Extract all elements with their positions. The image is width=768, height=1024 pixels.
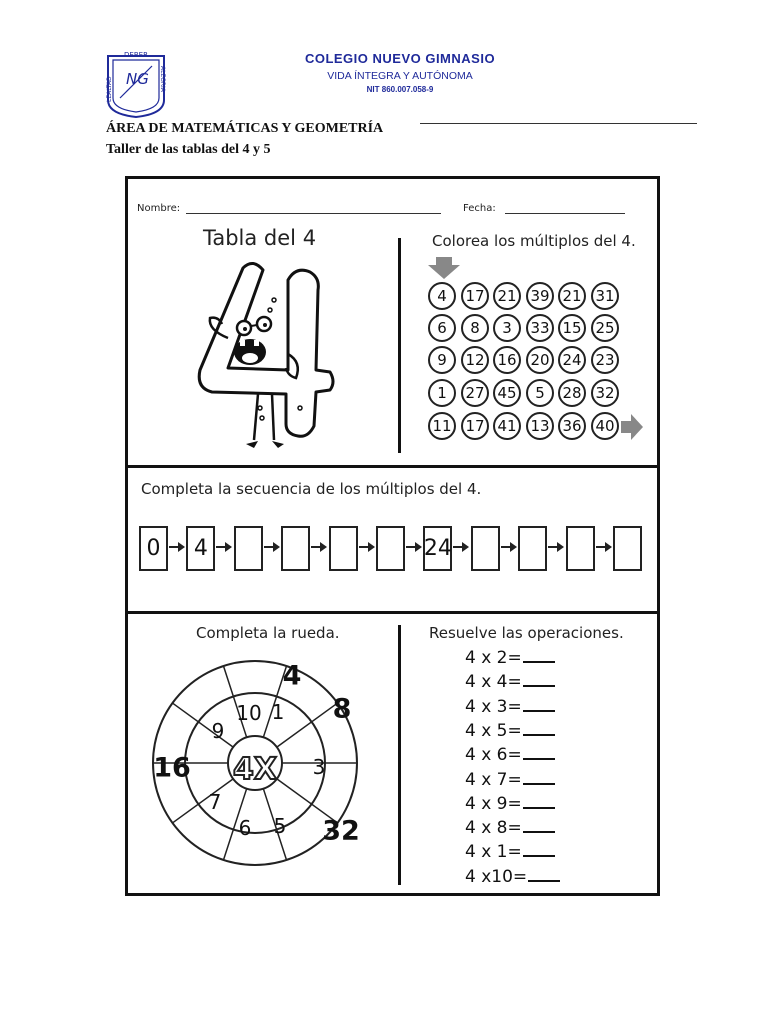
wheel-inner-number: 10 xyxy=(236,701,262,725)
name-field[interactable] xyxy=(186,213,441,214)
column-divider-bottom xyxy=(398,625,401,885)
operation-row xyxy=(465,671,555,692)
answer-blank[interactable] xyxy=(528,866,560,882)
wheel-inner-number: 7 xyxy=(208,790,222,814)
sequence-box[interactable] xyxy=(566,526,595,571)
multiple-circle[interactable]: 45 xyxy=(493,379,521,407)
wheel-inner-number: 1 xyxy=(271,700,285,724)
multiple-circle[interactable]: 13 xyxy=(526,412,554,440)
number-four-character-icon xyxy=(188,258,338,453)
multiple-circle[interactable]: 27 xyxy=(461,379,489,407)
multiple-circle[interactable]: 36 xyxy=(558,412,586,440)
operation-text: 4 x 2= xyxy=(465,648,522,668)
color-instruction: Colorea los múltiplos del 4. xyxy=(432,232,636,250)
sequence-box[interactable] xyxy=(329,526,358,571)
wheel-outer-number: 32 xyxy=(322,815,360,847)
answer-blank[interactable] xyxy=(523,744,555,760)
sequence-arrow-icon xyxy=(547,540,564,554)
answer-blank[interactable] xyxy=(523,793,555,809)
name-label: Nombre: xyxy=(137,203,181,214)
multiple-circle[interactable]: 28 xyxy=(558,379,586,407)
multiple-circle[interactable]: 6 xyxy=(428,314,456,342)
sequence-arrow-icon xyxy=(215,540,232,554)
operations-instruction: Resuelve las operaciones. xyxy=(429,624,624,642)
wheel-inner-number: 3 xyxy=(312,755,326,779)
sequence-box[interactable]: 24 xyxy=(423,526,452,571)
school-name: COLEGIO NUEVO GIMNASIO xyxy=(304,51,496,66)
multiple-circle[interactable]: 17 xyxy=(461,412,489,440)
multiple-circle[interactable]: 9 xyxy=(428,346,456,374)
wheel-outer-number: 4 xyxy=(282,660,302,692)
sequence-box[interactable]: 0 xyxy=(139,526,168,571)
operation-text: 4 x 9= xyxy=(465,793,522,814)
column-divider-top xyxy=(398,238,401,453)
section-divider-2 xyxy=(128,611,657,614)
answer-blank[interactable] xyxy=(523,817,555,833)
multiple-circle[interactable]: 41 xyxy=(493,412,521,440)
answer-blank[interactable] xyxy=(523,671,555,687)
multiple-circle[interactable]: 23 xyxy=(591,346,619,374)
multiple-circle[interactable]: 21 xyxy=(558,282,586,310)
wheel-outer-number: 16 xyxy=(153,752,191,784)
operation-text: 4 x 6= xyxy=(465,745,522,766)
answer-blank[interactable] xyxy=(523,647,555,663)
multiple-circle[interactable]: 39 xyxy=(526,282,554,310)
sequence-arrow-icon xyxy=(452,540,469,554)
school-nit: NIT 860.007.058-9 xyxy=(366,85,434,94)
multiple-circle[interactable]: 21 xyxy=(493,282,521,310)
sequence-box[interactable] xyxy=(613,526,642,571)
arrow-down-icon xyxy=(428,257,460,279)
answer-blank[interactable] xyxy=(523,720,555,736)
multiple-circle[interactable]: 20 xyxy=(526,346,554,374)
section-divider-1 xyxy=(128,465,657,468)
operation-text: 4 x 8= xyxy=(465,818,522,839)
operation-row xyxy=(465,647,555,668)
school-logo xyxy=(106,46,166,118)
sequence-arrow-icon xyxy=(310,540,327,554)
multiple-circle[interactable]: 1 xyxy=(428,379,456,407)
wheel-instruction: Completa la rueda. xyxy=(196,624,340,642)
operation-text: 4 x10= xyxy=(465,866,528,887)
operation-text: 4 x 5= xyxy=(465,720,522,741)
wheel-inner-number: 6 xyxy=(238,816,252,840)
sequence-box[interactable] xyxy=(376,526,405,571)
header-divider xyxy=(420,123,697,124)
wheel-center-text: 4X xyxy=(232,752,278,787)
sequence-box[interactable]: 4 xyxy=(186,526,215,571)
answer-blank[interactable] xyxy=(523,769,555,785)
sequence-instruction: Completa la secuencia de los múltiplos del 4. xyxy=(141,480,482,498)
operation-row xyxy=(465,696,555,717)
multiple-circle[interactable]: 16 xyxy=(493,346,521,374)
sequence-box[interactable] xyxy=(471,526,500,571)
sequence-box[interactable] xyxy=(281,526,310,571)
answer-blank[interactable] xyxy=(523,841,555,857)
operation-row xyxy=(465,744,555,765)
multiple-circle[interactable]: 31 xyxy=(591,282,619,310)
operation-row xyxy=(465,769,555,790)
multiple-circle[interactable]: 4 xyxy=(428,282,456,310)
sequence-arrow-icon xyxy=(500,540,517,554)
wheel-inner-number: 5 xyxy=(273,814,287,838)
multiple-circle[interactable]: 25 xyxy=(591,314,619,342)
logo-top-text: DEBER xyxy=(124,51,148,59)
sequence-arrow-icon xyxy=(168,540,185,554)
operation-text: 4 x 1= xyxy=(465,842,522,863)
operation-row xyxy=(465,866,560,887)
multiple-circle[interactable]: 11 xyxy=(428,412,456,440)
sequence-arrow-icon xyxy=(358,540,375,554)
operation-row xyxy=(465,720,555,741)
operation-row xyxy=(465,817,555,838)
multiple-circle[interactable]: 40 xyxy=(591,412,619,440)
multiple-circle[interactable]: 5 xyxy=(526,379,554,407)
sequence-box[interactable] xyxy=(518,526,547,571)
sequence-arrow-icon xyxy=(263,540,280,554)
date-label: Fecha: xyxy=(463,203,496,214)
multiple-circle[interactable]: 12 xyxy=(461,346,489,374)
table-title: Tabla del 4 xyxy=(203,226,317,250)
sequence-arrow-icon xyxy=(595,540,612,554)
sequence-arrow-icon xyxy=(405,540,422,554)
answer-blank[interactable] xyxy=(523,696,555,712)
arrow-right-icon xyxy=(621,414,643,440)
operation-text: 4 x 4= xyxy=(465,672,522,693)
multiple-circle[interactable]: 3 xyxy=(493,314,521,342)
date-field[interactable] xyxy=(505,213,625,214)
taller-title: Taller de las tablas del 4 y 5 xyxy=(106,142,271,157)
sequence-box[interactable] xyxy=(234,526,263,571)
multiple-circle[interactable]: 33 xyxy=(526,314,554,342)
school-motto: VIDA ÍNTEGRA Y AUTÓNOMA xyxy=(327,70,473,82)
multiple-circle[interactable]: 32 xyxy=(591,379,619,407)
operation-text: 4 x 7= xyxy=(465,769,522,790)
multiple-circle[interactable]: 15 xyxy=(558,314,586,342)
wheel-outer-number: 8 xyxy=(332,693,352,725)
logo-monogram: NG xyxy=(126,70,149,88)
area-title: ÁREA DE MATEMÁTICAS Y GEOMETRÍA xyxy=(106,121,384,136)
multiple-circle[interactable]: 24 xyxy=(558,346,586,374)
wheel-center-label xyxy=(230,745,280,791)
logo-right-text: ALEGRIA xyxy=(159,66,166,92)
operation-row xyxy=(465,793,555,814)
operation-row xyxy=(465,841,555,862)
logo-left-text: LEALTAD xyxy=(106,76,113,102)
multiple-circle[interactable]: 8 xyxy=(461,314,489,342)
wheel-inner-number: 9 xyxy=(211,719,225,743)
multiple-circle[interactable]: 17 xyxy=(461,282,489,310)
operation-text: 4 x 3= xyxy=(465,696,522,717)
